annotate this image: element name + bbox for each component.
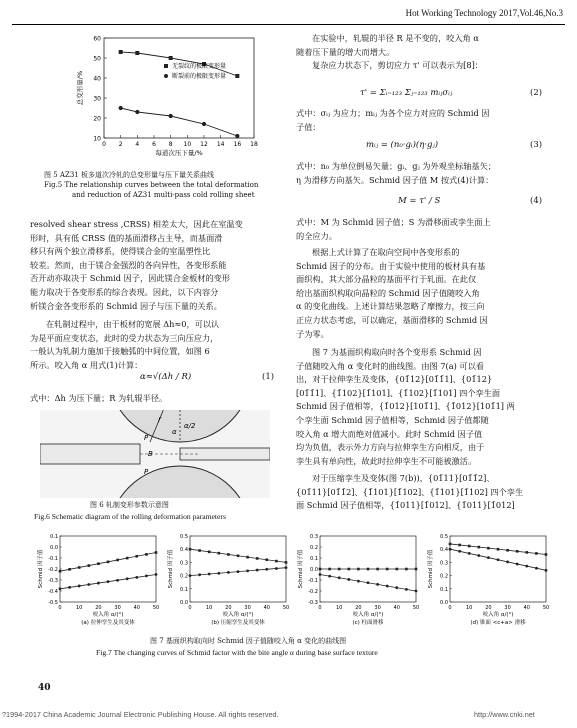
data-point — [468, 552, 471, 555]
data-point — [348, 568, 351, 571]
x-tick-label: 0 — [318, 605, 322, 611]
data-point — [136, 555, 139, 558]
data-point — [135, 576, 138, 579]
right-paragraph-1 — [296, 32, 548, 73]
x-tick-label: 0 — [448, 605, 452, 611]
data-point — [119, 106, 123, 110]
text-line: 给出基面织构取向晶粒的 Schmid 因子值随咬入角 — [296, 287, 480, 298]
data-point — [405, 568, 408, 571]
text-line: 根据上式计算了在取向空间中各变形系的 — [312, 247, 460, 257]
text-line: 均为负值，表示外力方向与拉伸孪生方向相反，由于 — [296, 442, 485, 453]
data-point — [449, 548, 452, 551]
running-header: Hot Working Technology 2017,Vol.46,No.3 — [405, 8, 563, 18]
data-point — [458, 544, 461, 547]
label-p-lower: P — [144, 468, 149, 476]
right-paragraph-3 — [296, 160, 548, 187]
data-point — [487, 556, 490, 559]
x-tick-label: 0 — [58, 605, 62, 611]
label-p: P — [144, 434, 149, 442]
data-point — [275, 567, 278, 570]
x-tick-label: 10 — [76, 605, 83, 611]
text-line: 析镁合金各变形系的 Schmid 因子与压下量的关系。 — [30, 300, 222, 311]
y-tick-label: 0.3 — [310, 534, 318, 540]
data-point — [59, 570, 62, 573]
x-tick-label: 40 — [263, 605, 270, 611]
text-line: 式中：n₀ 为单位倒易矢量；gᵢ、gⱼ 为外观坐标轴基矢； — [296, 161, 496, 171]
text-line: 式中：M 为 Schmid 因子值；S 为滑移面或孪生面上 — [296, 217, 491, 227]
panel-label: (d) 锥面 <c+a> 滑移 — [470, 620, 526, 626]
data-point — [376, 568, 379, 571]
data-point — [189, 548, 192, 551]
data-point — [395, 586, 398, 589]
x-tick-label: 4 — [135, 141, 140, 148]
data-point — [68, 586, 71, 589]
x-tick-label: 8 — [168, 141, 173, 148]
data-point — [189, 574, 192, 577]
text-line: 的全应力。 — [296, 230, 337, 241]
text-line: 形时，具有低 CRSS 值的基面滑移占主导，而基面滑 — [30, 232, 223, 243]
data-point — [145, 553, 148, 556]
equation-4-number: (4) — [530, 196, 543, 206]
x-tick-label: 20 — [355, 605, 362, 611]
fig6-rolling-schematic — [40, 410, 270, 498]
data-point — [135, 110, 139, 114]
y-tick-label: 0.0 — [440, 600, 448, 606]
text-line: 孪生具有单向性，故此时拉伸孪生不可能被激活。 — [296, 455, 477, 466]
y-tick-label: 0.1 — [310, 556, 318, 562]
y-tick-label: 0.3 — [180, 560, 188, 567]
text-line: 面 Schmid 因子值相等，{1̄011}[1̄012]、{1̄011}[1̄012] — [296, 500, 515, 511]
text-line: 移只有两个独立滑移系，使得镁合金的室温塑性比 — [30, 246, 211, 257]
data-point — [535, 552, 538, 555]
data-point — [237, 555, 240, 558]
y-tick-label: -0.4 — [48, 589, 58, 595]
x-tick-label: 50 — [542, 605, 550, 611]
x-tick-label: 30 — [374, 605, 381, 611]
data-point — [506, 560, 509, 563]
y-tick-label: 0.3 — [440, 560, 448, 567]
data-point — [155, 573, 158, 576]
data-point — [218, 552, 221, 555]
fig6-caption-en: Fig.6 Schematic diagram of the rolling deformation parameters — [34, 512, 226, 521]
x-tick-label: 50 — [152, 605, 160, 611]
data-point — [545, 569, 548, 572]
fig5-caption-en-1: Fig.5 The relationship curves between the total deformation — [44, 181, 259, 189]
text-line: 面织构，其大部分晶粒的基面平行于轧面。在此仅 — [296, 274, 477, 285]
page-number: 40 — [38, 683, 51, 693]
data-point — [256, 557, 259, 560]
x-tick-label: 12 — [200, 141, 208, 148]
text-line: 个孪生面 Schmid 因子值相等，Schmid 因子值都随 — [296, 414, 489, 425]
text-line: 图 7 为基面织构取向时各个变形系 Schmid 因 — [312, 347, 482, 357]
text-line: Schmid 因子的分布。由于实验中使用的板材具有基 — [296, 260, 486, 271]
y-tick-label: -0.3 — [308, 600, 318, 606]
data-point — [97, 582, 100, 585]
x-axis-label: 咬入角 α/(°) — [352, 612, 384, 618]
data-point — [449, 543, 452, 546]
data-point — [116, 579, 119, 582]
y-tick-label: 0.2 — [180, 573, 188, 580]
data-point — [468, 545, 471, 548]
legend-marker — [164, 74, 168, 78]
fig5-caption — [44, 170, 294, 200]
legend-marker — [164, 64, 168, 68]
x-tick-label: 50 — [412, 605, 420, 611]
text-line: 式中：σᵢⱼ 为应力；mᵢⱼ 为各个应力对应的 Schmid 因 — [296, 108, 490, 118]
right-paragraph-5 — [296, 246, 548, 341]
right-paragraph-4 — [296, 216, 548, 243]
footer-copyright: ?1994-2017 China Academic Journal Electronic Publishing House. All rights reserved. — [2, 710, 279, 719]
data-point — [246, 556, 249, 559]
y-axis-label: 总变形量/% — [76, 70, 84, 106]
text-line: 子为零。 — [296, 328, 329, 339]
data-point — [227, 571, 230, 574]
y-tick-label: 0.0 — [180, 600, 188, 606]
text-line: 对于压缩孪生及变体(图 7(b))，{01̄11}[01̄1̄2]、 — [312, 473, 495, 483]
data-point — [126, 557, 129, 560]
data-point — [487, 547, 490, 550]
x-tick-label: 0 — [188, 605, 192, 611]
x-tick-label: 40 — [393, 605, 400, 611]
y-tick-label: -0.2 — [308, 589, 318, 595]
x-tick-label: 2 — [118, 141, 123, 148]
data-point — [246, 569, 249, 572]
text-line: η 为滑移方向基矢。Schmid 因子值 M 按式(4)计算： — [296, 174, 494, 185]
data-point — [237, 570, 240, 573]
y-tick-label: 10 — [93, 135, 101, 143]
data-point — [107, 580, 110, 583]
data-point — [78, 585, 81, 588]
data-point — [328, 568, 331, 571]
right-paragraph-2 — [296, 107, 548, 134]
text-line: 子值： — [296, 121, 321, 132]
x-tick-label: 16 — [233, 141, 242, 148]
data-point — [198, 549, 201, 552]
text-line: 出，对于拉伸孪生及变体，{01̄12}[01̄1̄1]、{01̄12} — [296, 374, 493, 385]
text-line: 子值随咬入角 α 变化时的曲线图。由图 7(a) 可以看 — [296, 360, 484, 371]
label-r: r — [158, 415, 162, 424]
right-paragraph-6 — [296, 346, 548, 468]
data-point — [376, 583, 379, 586]
y-tick-label: 60 — [93, 35, 101, 43]
data-point — [405, 588, 408, 591]
y-tick-label: 30 — [93, 95, 101, 103]
y-tick-label: -0.2 — [48, 567, 58, 573]
text-line: 为是平面应变状态，此时的受力状态为三向压应力， — [30, 332, 219, 343]
x-tick-label: 40 — [133, 605, 140, 611]
x-tick-label: 20 — [485, 605, 492, 611]
label-alpha: α — [172, 428, 177, 436]
data-point — [227, 553, 230, 556]
y-axis-label: Schmid 因子值 — [168, 549, 174, 589]
y-tick-label: 0.2 — [310, 545, 318, 551]
x-tick-label: 20 — [225, 605, 232, 611]
data-point — [357, 568, 360, 571]
y-tick-label: 40 — [93, 75, 101, 83]
equation-3-number: (3) — [530, 140, 543, 150]
text-line: resolved shear stress ,CRSS) 相差太大，因此在室温变 — [30, 219, 243, 229]
data-point — [208, 551, 211, 554]
data-point — [169, 56, 173, 60]
legend-label: 断裂前的极限变形量 — [172, 73, 227, 80]
text-line: 正应力状态考虑，可以确定，基面滑移的 Schmid 因 — [296, 314, 488, 325]
text-line: 较差。然而，由于镁合金强烈的各向异性，各变形系能 — [30, 259, 227, 270]
y-tick-label: 0.5 — [440, 534, 448, 540]
data-point — [338, 568, 341, 571]
data-point — [59, 587, 62, 590]
text-line: 咬入角 α 增大而绝对值减小。此时 Schmid 因子值 — [296, 428, 483, 439]
data-point — [458, 550, 461, 553]
y-tick-label: 0.4 — [180, 547, 188, 554]
data-point — [119, 50, 123, 54]
y-tick-label: 50 — [93, 55, 101, 63]
y-axis-label: Schmid 因子值 — [298, 549, 304, 589]
text-line: Schmid 因子值相等，{1̄012}[101̄1]、{1̄012}[101̄1] 两 — [296, 401, 515, 412]
data-point — [535, 567, 538, 570]
panel-label: (c) 柱面滑移 — [352, 620, 384, 626]
x-tick-label: 10 — [183, 141, 192, 148]
y-axis-label: Schmid 因子值 — [428, 549, 434, 589]
data-point — [367, 568, 370, 571]
plot-frame — [104, 38, 254, 138]
x-axis-label: 咬入角 α/(°) — [482, 612, 514, 618]
left-paragraph-3: 式中：Δh 为压下量；R 为轧辊半径。 — [30, 393, 168, 403]
panel-label: (b) 压缩孪生及其变体 — [211, 620, 265, 626]
text-line: 随着压下量的增大而增大。 — [296, 46, 395, 57]
data-point — [155, 551, 158, 554]
panel-label: (a) 拉伸孪生及其变体 — [81, 620, 135, 626]
text-line: α 的变化曲线。上述计算结果忽略了摩擦力，按三向 — [296, 301, 485, 312]
text-line: 在轧制过程中，由于板材的宽展 Δh≈0，可以认 — [46, 319, 220, 329]
fig7-charts — [34, 532, 554, 634]
equation-1-number: (1) — [262, 372, 275, 382]
data-point — [386, 568, 389, 571]
data-point — [217, 572, 220, 575]
x-tick-label: 0 — [102, 141, 106, 148]
text-line: [01̄1̄1]、{1̄102}[1̄101]、{1̄102}[1̄101] 四个孪生面 — [296, 387, 501, 398]
data-point — [235, 74, 239, 78]
data-point — [256, 569, 259, 572]
text-line: 一般认为轧制力施加于接触弧的中间位置，如图 6 — [30, 346, 210, 357]
data-point — [135, 51, 139, 55]
data-point — [506, 549, 509, 552]
data-point — [338, 576, 341, 579]
equation-1: α≈√(Δh / R) — [140, 372, 192, 382]
x-tick-label: 30 — [244, 605, 251, 611]
data-point — [68, 568, 71, 571]
data-point — [516, 550, 519, 553]
equation-4: M = τ' / S — [398, 196, 441, 206]
fig5-caption-en-2: and reduction of AZ31 multi-pass cold rolling sheet — [72, 191, 255, 199]
text-line: 复杂应力状态下，剪切应力 τ' 可以表示为[8]： — [312, 60, 483, 71]
x-tick-label: 50 — [282, 605, 290, 611]
data-point — [266, 558, 269, 561]
data-point — [328, 575, 331, 578]
x-axis-label: 每道次压下量/% — [155, 149, 203, 157]
fig7-caption-cn: 图 7 基面织构取向时 Schmid 因子值随咬入角 α 变化的曲线图 — [150, 637, 347, 645]
text-line: 所示。咬入角 α 用式(1)计算： — [30, 359, 143, 370]
y-tick-label: -0.1 — [48, 556, 58, 562]
equation-2-number: (2) — [530, 88, 543, 98]
left-paragraph-1 — [30, 218, 280, 313]
data-point — [497, 548, 500, 551]
x-tick-label: 10 — [336, 605, 343, 611]
y-tick-label: -0.1 — [308, 578, 318, 584]
y-tick-label: 20 — [93, 115, 101, 123]
data-point — [386, 585, 389, 588]
data-point — [87, 583, 90, 586]
panel-frame — [60, 536, 156, 602]
data-point — [525, 565, 528, 568]
text-line: 能力取决于各变形系的综合表现。因此，以下内容分 — [30, 286, 219, 297]
x-axis-label: 咬入角 α/(°) — [92, 612, 124, 618]
x-tick-label: 40 — [523, 605, 530, 611]
data-point — [275, 560, 278, 563]
fig5-chart — [72, 30, 272, 170]
x-tick-label: 10 — [466, 605, 473, 611]
text-line: 否开动亦取决于 Schmid 因子，因此镁合金板材的变形 — [30, 273, 231, 284]
data-point — [202, 122, 206, 126]
data-point — [545, 553, 548, 556]
text-line: 在实验中，轧辊的半径 R 是不变的，咬入角 α — [312, 33, 479, 43]
data-point — [367, 581, 370, 584]
data-point — [526, 551, 529, 554]
right-paragraph-7 — [296, 472, 548, 513]
y-tick-label: 0.1 — [440, 586, 448, 593]
data-point — [116, 559, 119, 562]
x-tick-label: 6 — [152, 141, 156, 148]
x-axis-label: 咬入角 α/(°) — [222, 612, 254, 618]
data-point — [516, 563, 519, 566]
data-point — [285, 566, 288, 569]
header-rule — [12, 24, 565, 25]
data-point — [415, 568, 418, 571]
data-point — [198, 573, 201, 576]
x-tick-label: 18 — [250, 141, 258, 148]
y-tick-label: 0.4 — [440, 547, 448, 554]
data-point — [347, 578, 350, 581]
data-point — [126, 577, 129, 580]
data-point — [478, 546, 481, 549]
fig5-caption-cn: 图 5 AZ31 板多道次冷轧的总变形量与压下量关系曲线 — [44, 171, 214, 179]
footer-url: http://www.cnki.net — [474, 710, 535, 719]
data-point — [265, 568, 268, 571]
data-point — [357, 580, 360, 583]
legend-label: 无裂纹的极限变形量 — [172, 63, 227, 70]
equation-3: mᵢⱼ = (n₀·gᵢ)(η·gⱼ) — [366, 140, 439, 150]
data-point — [415, 590, 418, 593]
left-paragraph-2 — [30, 318, 280, 372]
data-point — [285, 561, 288, 564]
y-tick-label: 0.5 — [180, 534, 188, 540]
fig6-caption-cn: 图 6 轧制变形参数示意图 — [90, 501, 169, 509]
data-point — [145, 575, 148, 578]
x-tick-label: 30 — [114, 605, 121, 611]
data-point — [319, 568, 322, 571]
x-tick-label: 10 — [206, 605, 213, 611]
y-tick-label: 0.0 — [310, 567, 318, 573]
data-point — [319, 573, 322, 576]
x-tick-label: 30 — [504, 605, 511, 611]
fig7-caption-en: Fig.7 The changing curves of Schmid factor with the bite angle α during base surface texture — [96, 648, 378, 657]
y-tick-label: 0.1 — [180, 586, 188, 593]
y-axis-label: Schmid 因子值 — [38, 549, 44, 589]
data-point — [107, 561, 110, 564]
data-point — [208, 573, 211, 576]
x-tick-label: 14 — [216, 141, 225, 148]
data-point — [477, 554, 480, 557]
data-point — [78, 566, 81, 569]
label-alpha-half: α/2 — [184, 422, 196, 430]
data-point — [88, 564, 91, 567]
y-tick-label: -0.5 — [48, 600, 58, 606]
y-tick-label: -0.3 — [48, 578, 58, 584]
y-tick-label: 0.2 — [440, 573, 448, 580]
equation-2: τ' = Σᵢ₌₁₂₃ Σⱼ₌₁₂₃ mᵢⱼσᵢⱼ — [360, 88, 453, 98]
label-b: B — [148, 450, 153, 458]
data-point — [235, 134, 239, 138]
y-tick-label: 0.0 — [50, 545, 58, 551]
data-point — [169, 114, 173, 118]
x-tick-label: 20 — [95, 605, 102, 611]
data-point — [396, 568, 399, 571]
data-point — [97, 562, 100, 565]
text-line: {01̄11}[01̄1̄2]、{1̄101}[1̄102]、{1̄101}[1̄102] 四个孪生 — [296, 486, 524, 497]
data-point — [497, 558, 500, 561]
y-tick-label: 0.1 — [50, 534, 58, 540]
